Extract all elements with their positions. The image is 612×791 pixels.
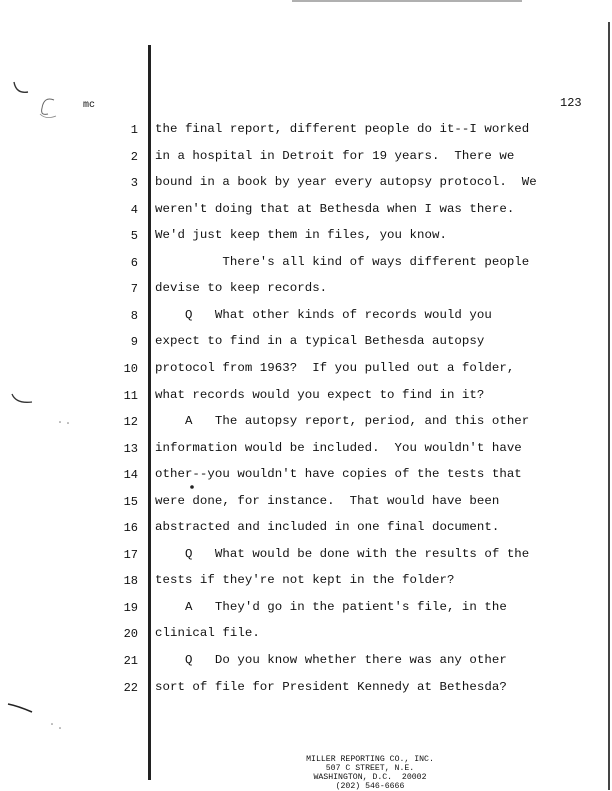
footer-phone: (202) 546-6666 (335, 782, 405, 791)
footer-street: 507 C STREET, N.E. (325, 764, 415, 773)
line-number: 19 (123, 601, 138, 615)
transcript-line: abstracted and included in one final document. (155, 520, 500, 534)
transcript-line: A They'd go in the patient's file, in the (155, 600, 507, 614)
transcript-line: Q Do you know whether there was any other (155, 653, 507, 667)
line-number: 6 (130, 256, 138, 270)
ink-speck (188, 484, 196, 490)
page-number: 123 (560, 96, 582, 110)
line-number: 12 (123, 415, 138, 429)
line-number: 21 (123, 654, 138, 668)
scan-mark-top-left (10, 80, 70, 125)
transcript-line: what records would you expect to find in it? (155, 388, 485, 402)
line-number: 5 (130, 229, 138, 243)
line-number: 22 (123, 681, 138, 695)
transcript-line: Q What would be done with the results of the (155, 547, 530, 561)
line-number: 7 (130, 282, 138, 296)
line-number: 1 (130, 123, 138, 137)
reporting-company-footer (290, 755, 450, 791)
line-number: 11 (123, 389, 138, 403)
transcript-line: were done, for instance. That would have been (155, 494, 500, 508)
line-number: 9 (130, 335, 138, 349)
line-number: 13 (123, 442, 138, 456)
transcript-line: A The autopsy report, period, and this other (155, 414, 530, 428)
right-margin-rule (608, 22, 610, 790)
line-number: 15 (123, 495, 138, 509)
line-number: 14 (123, 468, 138, 482)
left-margin-rule (148, 45, 151, 780)
top-rule (292, 0, 522, 2)
transcript-line: expect to find in a typical Bethesda autopsy (155, 334, 485, 348)
footer-company-name: MILLER REPORTING CO., INC. (306, 755, 434, 764)
line-number: 17 (123, 548, 138, 562)
line-number: 2 (130, 150, 138, 164)
transcript-line: bound in a book by year every autopsy protocol. We (155, 175, 537, 189)
transcript-line: information would be included. You wouldn't have (155, 441, 522, 455)
transcript-line: clinical file. (155, 626, 260, 640)
scan-mark-middle-left (8, 392, 78, 432)
line-number: 8 (130, 309, 138, 323)
line-number: 3 (130, 176, 138, 190)
transcript-line: We'd just keep them in files, you know. (155, 228, 447, 242)
line-number: 4 (130, 203, 138, 217)
footer-city: WASHINGTON, D.C. 20002 (313, 773, 427, 782)
transcript-line: weren't doing that at Bethesda when I was there. (155, 202, 515, 216)
transcript-line: Q What other kinds of records would you (155, 308, 492, 322)
transcript-line: tests if they're not kept in the folder? (155, 573, 455, 587)
transcript-line: protocol from 1963? If you pulled out a folder, (155, 361, 515, 375)
line-number: 20 (123, 627, 138, 641)
line-number: 16 (123, 521, 138, 535)
transcript-line: other--you wouldn't have copies of the tests that (155, 467, 522, 481)
reporter-initials: mc (83, 100, 96, 111)
transcript-line: the final report, different people do it--I worked (155, 122, 530, 136)
transcript-line: devise to keep records. (155, 281, 328, 295)
line-number: 10 (123, 362, 138, 376)
transcript-line: in a hospital in Detroit for 19 years. There we (155, 149, 515, 163)
transcript-line: sort of file for President Kennedy at Bethesda? (155, 680, 507, 694)
transcript-line: There's all kind of ways different people (155, 255, 530, 269)
scan-mark-bottom-left (4, 698, 74, 738)
line-number: 18 (123, 574, 138, 588)
